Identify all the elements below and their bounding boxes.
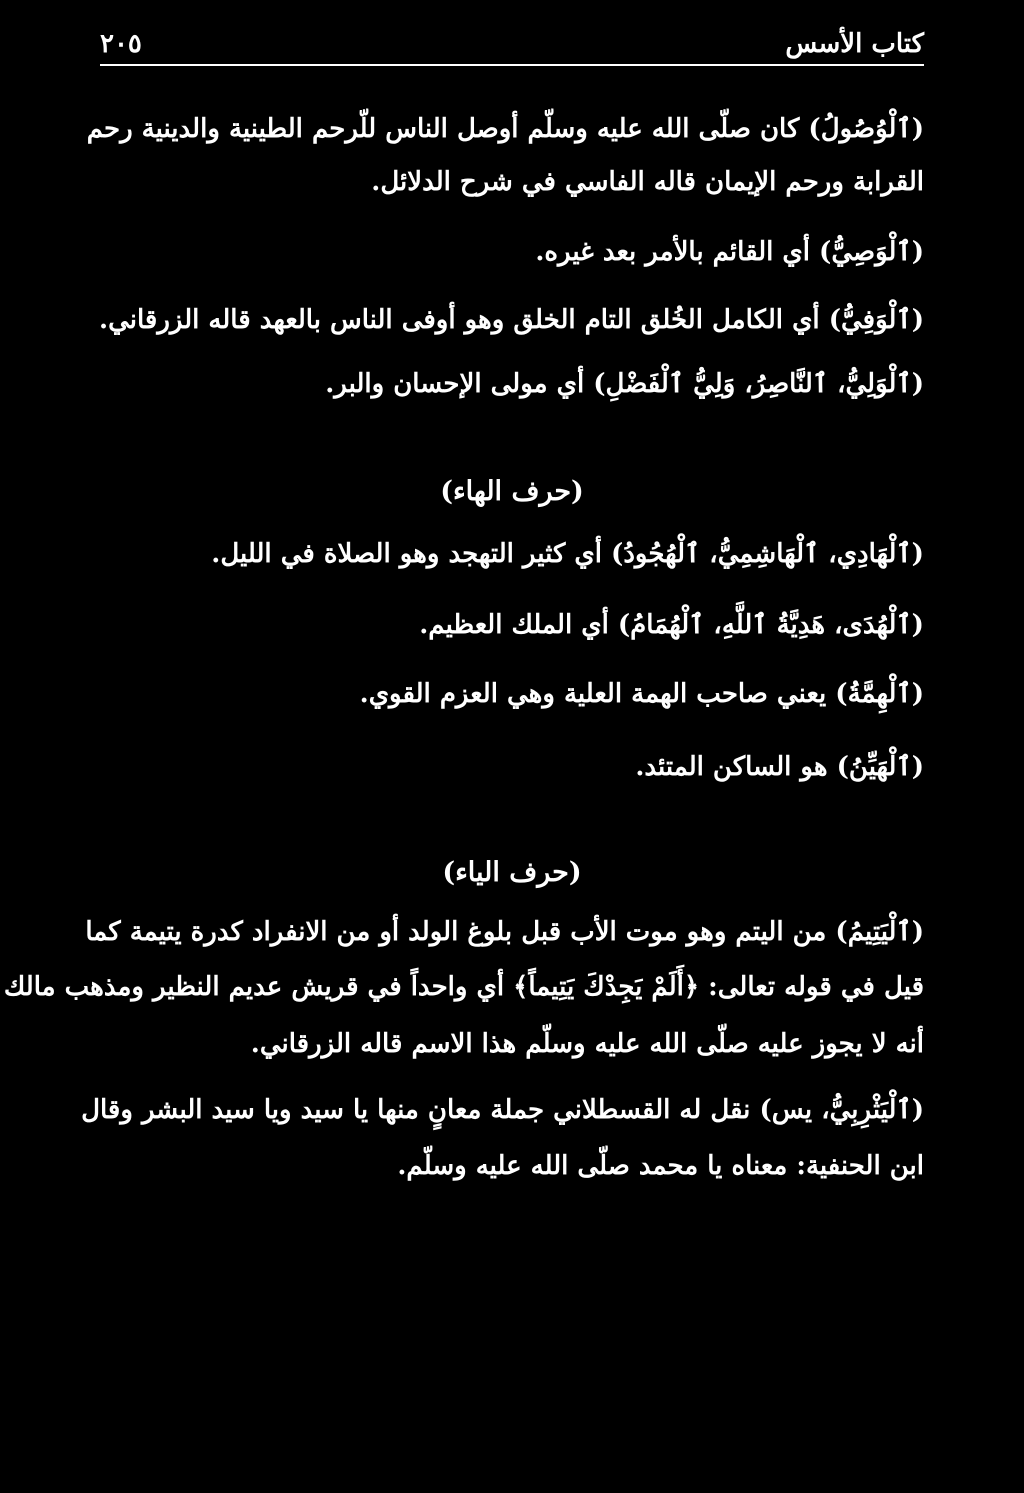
text-line: (ٱلْهِمَّةُ) يعني صاحب الهمة العلية وهي العزم القوي. [359,679,924,709]
text-line: (ٱلْوَصِيُّ) أي القائم بالأمر بعد غيره. [535,237,924,267]
text-line: القرابة ورحم الإيمان قاله الفاسي في شرح الدلائل. [371,167,924,197]
text-line: قيل في قوله تعالى: ﴿أَلَمْ يَجِدْكَ يَتِيماً﴾ أي واحداً في قريش عديم النظير ومذهب مالك [3,972,924,1002]
text-line: (ٱلْوَلِيُّ، ٱلنَّاصِرُ، وَلِيُّ ٱلْفَضْلِ) أي مولى الإحسان والبر. [325,369,924,399]
section-heading-ya: (حرف الياء) [442,857,582,888]
text-line: (ٱلْوَفِيُّ) أي الكامل الخُلق التام الخلق وهو أوفى الناس بالعهد قاله الزرقاني. [99,305,924,335]
section-heading-ha: (حرف الهاء) [440,476,584,507]
text-line: (ٱلْوُصُولُ) كان صلّى الله عليه وسلّم أوصل الناس للّرحم الطينية والدينية رحم [86,114,924,144]
text-line: أنه لا يجوز عليه صلّى الله عليه وسلّم هذا الاسم قاله الزرقاني. [250,1029,924,1059]
text-line: (ٱلْيَتِيمُ) من اليتم وهو موت الأب قبل بلوغ الولد أو من الانفراد كدرة يتيمة كما [85,917,924,947]
running-title: كتاب الأسس [785,29,924,59]
text-line: ابن الحنفية: معناه يا محمد صلّى الله عليه وسلّم. [397,1151,924,1181]
page-number: ٢٠٥ [100,29,142,59]
header-rule [100,64,924,66]
text-line: (ٱلْيَثْرِبِيُّ، يس) نقل له القسطلاني جملة معانٍ منها يا سيد ويا سيد البشر وقال [81,1095,924,1125]
text-line: (ٱلْهُدَى، هَدِيَّةُ ٱللَّهِ، ٱلْهُمَامُ) أي الملك العظيم. [419,610,924,640]
running-head [100,28,924,60]
text-line: (ٱلْهَيِّنُ) هو الساكن المتئد. [635,752,924,782]
text-line: (ٱلْهَادِي، ٱلْهَاشِمِيُّ، ٱلْهُجُودُ) أي كثير التهجد وهو الصلاة في الليل. [211,539,924,569]
